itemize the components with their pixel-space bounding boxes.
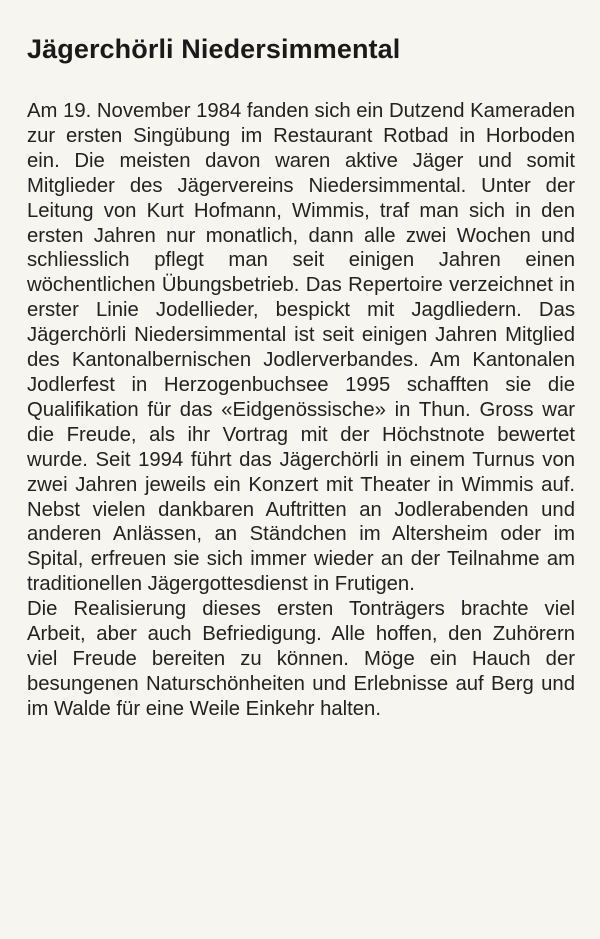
document-body — [27, 99, 575, 722]
paragraph-history: Am 19. November 1984 fanden sich ein Dutzend Kameraden zur ersten Singübung im Restaurant Rotbad in Horboden ein. Die meisten davon waren aktive Jäger und somit Mitglieder des Jägervereins Niedersimmental. Unter der Leitung von Kurt Hofmann, Wimmis, traf man sich in den ersten Jahren nur monatlich, dann alle zwei Wochen und schliesslich pflegt man seit einigen Jahren einen wöchentlichen Übungsbetrieb. Das Repertoire verzeichnet in erster Linie Jodellieder, bespickt mit Jagdliedern. Das Jägerchörli Niedersimmental ist seit einigen Jahren Mitglied des Kantonalbernischen Jodlerverbandes. Am Kantonalen Jodlerfest in Herzogenbuchsee 1995 schafften sie die Qualifikation für das «Eidgenössische» in Thun. Gross war die Freude, als ihr Vortrag mit der Höchstnote bewertet wurde. Seit 1994 führt das Jägerchörli in einem Turnus von zwei Jahren jeweils ein Konzert mit Theater in Wimmis auf. Nebst vielen dankbaren Auftritten an Jodlerabenden und anderen Anlässen, an Ständchen im Altersheim oder im Spital, erfreuen sie sich immer wieder an der Teilnahme am traditionellen Jägergottesdienst in Frutigen. — [27, 100, 575, 596]
paragraph-closing: Die Realisierung dieses ersten Tonträgers brachte viel Arbeit, aber auch Befriedigung. Alle hoffen, den Zuhörern viel Freude bereiten zu können. Möge ein Hauch der besungenen Naturschönheiten und Erlebnisse auf Berg und im Walde für eine Weile Einkehr halten. — [27, 598, 575, 720]
document-title: Jägerchörli Niedersimmental — [27, 34, 401, 64]
